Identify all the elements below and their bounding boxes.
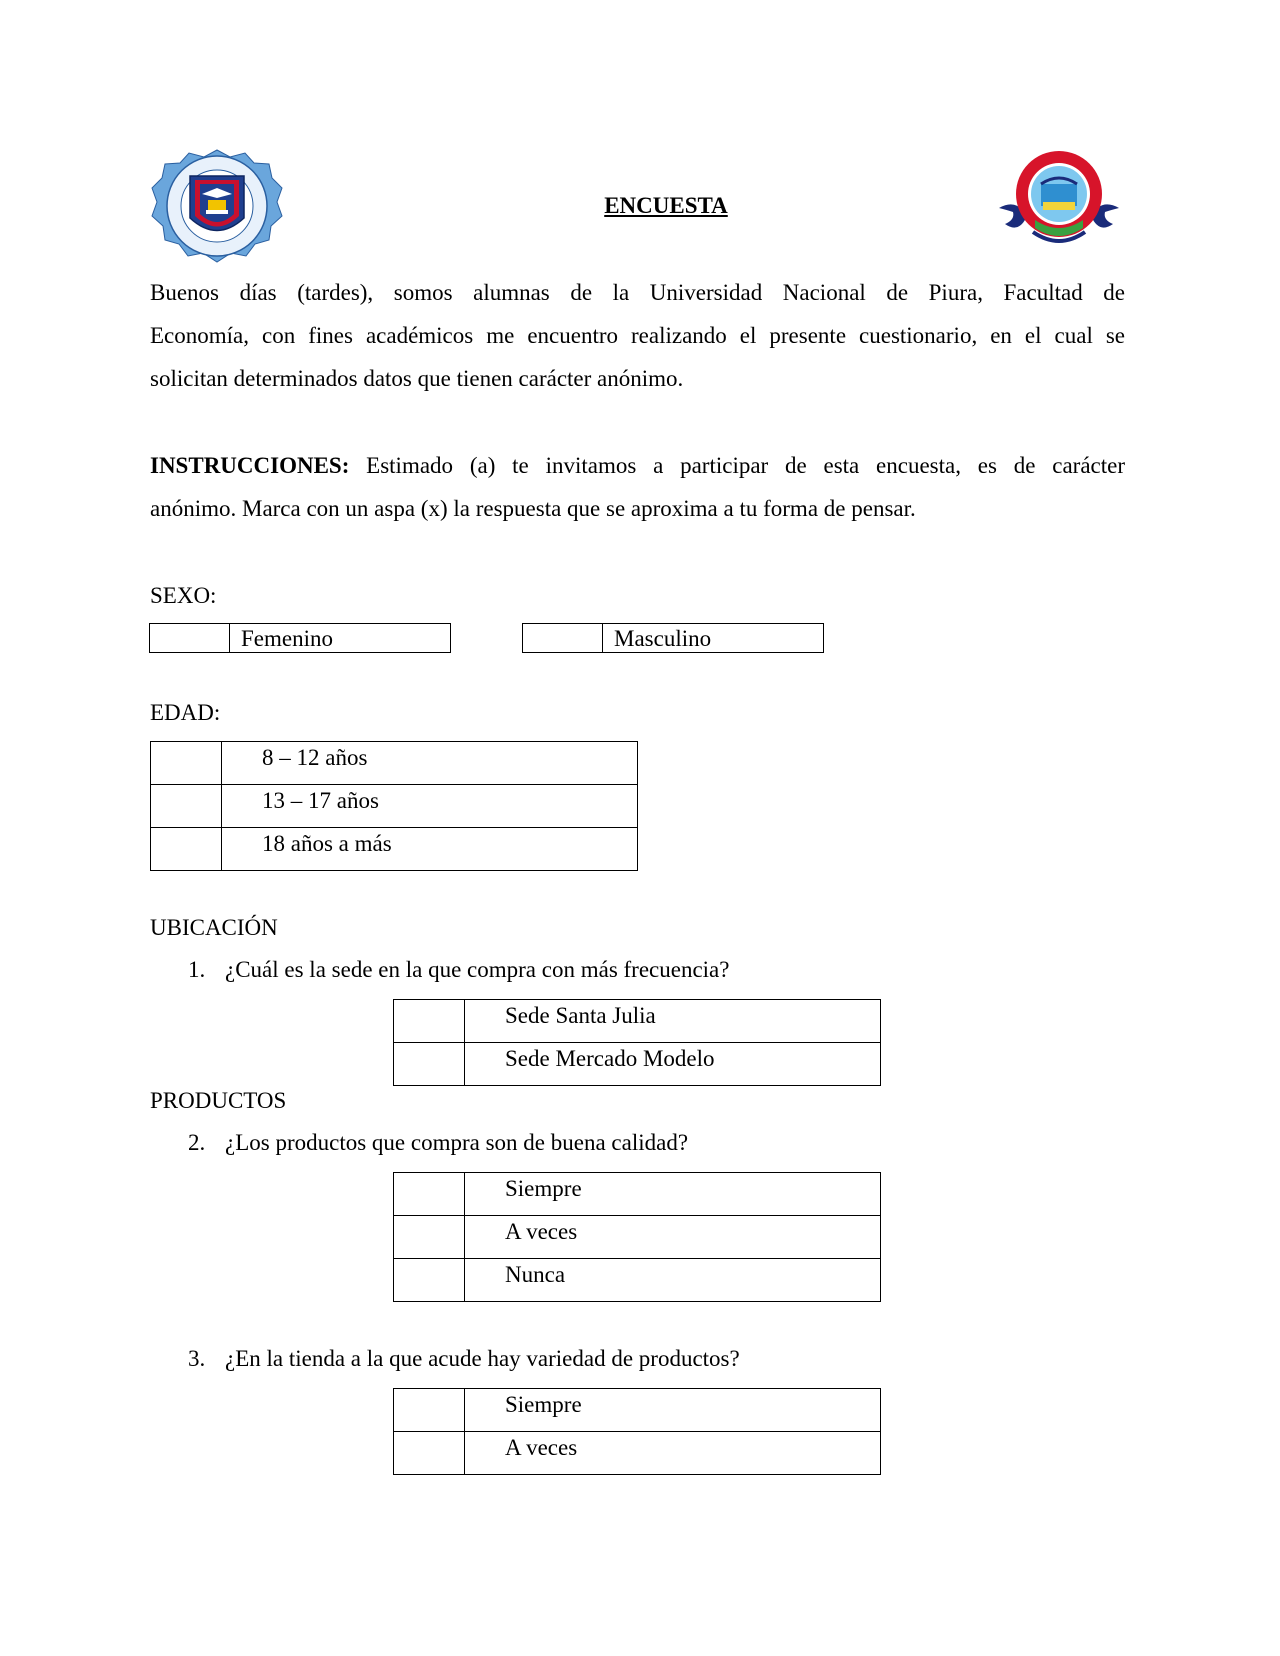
option-label: Nunca xyxy=(465,1259,881,1302)
option-label: Femenino xyxy=(241,626,333,651)
edad-options-table xyxy=(150,741,638,871)
checkbox-cell[interactable] xyxy=(394,1043,465,1086)
facultad-economia-logo-icon xyxy=(997,150,1121,252)
option-label: 8 – 12 años xyxy=(222,742,638,785)
option-label: A veces xyxy=(465,1216,881,1259)
question-text: ¿Cuál es la sede en la que compra con más frecuencia? xyxy=(225,957,730,982)
sexo-option-femenino[interactable] xyxy=(149,623,451,653)
question-text: ¿Los productos que compra son de buena calidad? xyxy=(225,1130,689,1155)
instructions-text: Estimado (a) te invitamos a participar de esta encuesta, es de carácter xyxy=(366,453,1125,478)
option-label: 18 años a más xyxy=(222,828,638,871)
q2-options-table xyxy=(393,1172,881,1302)
checkbox-cell[interactable] xyxy=(150,624,230,652)
intro-paragraph xyxy=(150,271,1125,400)
intro-line: solicitan determinados datos que tienen carácter anónimo. xyxy=(150,366,684,391)
checkbox-cell[interactable] xyxy=(394,1389,465,1432)
table-row[interactable] xyxy=(394,1389,881,1432)
checkbox-cell[interactable] xyxy=(394,1000,465,1043)
question-2 xyxy=(0,1130,1280,1160)
unp-logo-icon xyxy=(150,148,284,266)
instructions-line: anónimo. Marca con un aspa (x) la respuesta que se aproxima a tu forma de pensar. xyxy=(150,496,916,521)
option-label: Siempre xyxy=(465,1173,881,1216)
question-1 xyxy=(0,957,1280,987)
intro-line: Economía, con fines académicos me encuentro realizando el presente cuestionario, en el cual se xyxy=(150,323,1125,348)
option-label: 13 – 17 años xyxy=(222,785,638,828)
instructions-line xyxy=(150,444,1125,487)
sexo-option-masculino[interactable] xyxy=(522,623,824,653)
checkbox-cell[interactable] xyxy=(151,785,222,828)
question-text: ¿En la tienda a la que acude hay variedad de productos? xyxy=(225,1346,740,1371)
question-number: 1. xyxy=(188,957,206,982)
table-row[interactable] xyxy=(394,1259,881,1302)
checkbox-cell[interactable] xyxy=(394,1259,465,1302)
ubicacion-label: UBICACIÓN xyxy=(150,915,278,940)
table-row[interactable] xyxy=(394,1173,881,1216)
table-row[interactable] xyxy=(394,1216,881,1259)
option-label: Masculino xyxy=(614,626,712,651)
checkbox-cell[interactable] xyxy=(394,1432,465,1475)
table-row[interactable] xyxy=(151,742,638,785)
checkbox-cell[interactable] xyxy=(394,1173,465,1216)
option-label: A veces xyxy=(465,1432,881,1475)
productos-label: PRODUCTOS xyxy=(150,1088,287,1113)
instructions-label: INSTRUCCIONES: xyxy=(150,453,350,478)
table-row[interactable] xyxy=(151,828,638,871)
checkbox-cell[interactable] xyxy=(151,828,222,871)
checkbox-cell[interactable] xyxy=(151,742,222,785)
table-row[interactable] xyxy=(394,1432,881,1475)
intro-line: Buenos días (tardes), somos alumnas de la Universidad Nacional de Piura, Facultad de xyxy=(150,280,1125,305)
question-number: 2. xyxy=(188,1130,206,1155)
checkbox-cell[interactable] xyxy=(394,1216,465,1259)
option-label: Sede Santa Julia xyxy=(465,1000,881,1043)
option-label: Siempre xyxy=(465,1389,881,1432)
option-label: Sede Mercado Modelo xyxy=(465,1043,881,1086)
table-row[interactable] xyxy=(394,1000,881,1043)
sexo-label: SEXO: xyxy=(150,583,217,608)
question-number: 3. xyxy=(188,1346,206,1371)
checkbox-cell[interactable] xyxy=(523,624,603,652)
edad-label: EDAD: xyxy=(150,700,221,725)
q1-options-table xyxy=(393,999,881,1086)
page-title: ENCUESTA xyxy=(604,193,728,218)
question-3 xyxy=(0,1346,1280,1376)
q3-options-table xyxy=(393,1388,881,1475)
instructions-paragraph xyxy=(150,444,1125,530)
table-row[interactable] xyxy=(151,785,638,828)
table-row[interactable] xyxy=(394,1043,881,1086)
